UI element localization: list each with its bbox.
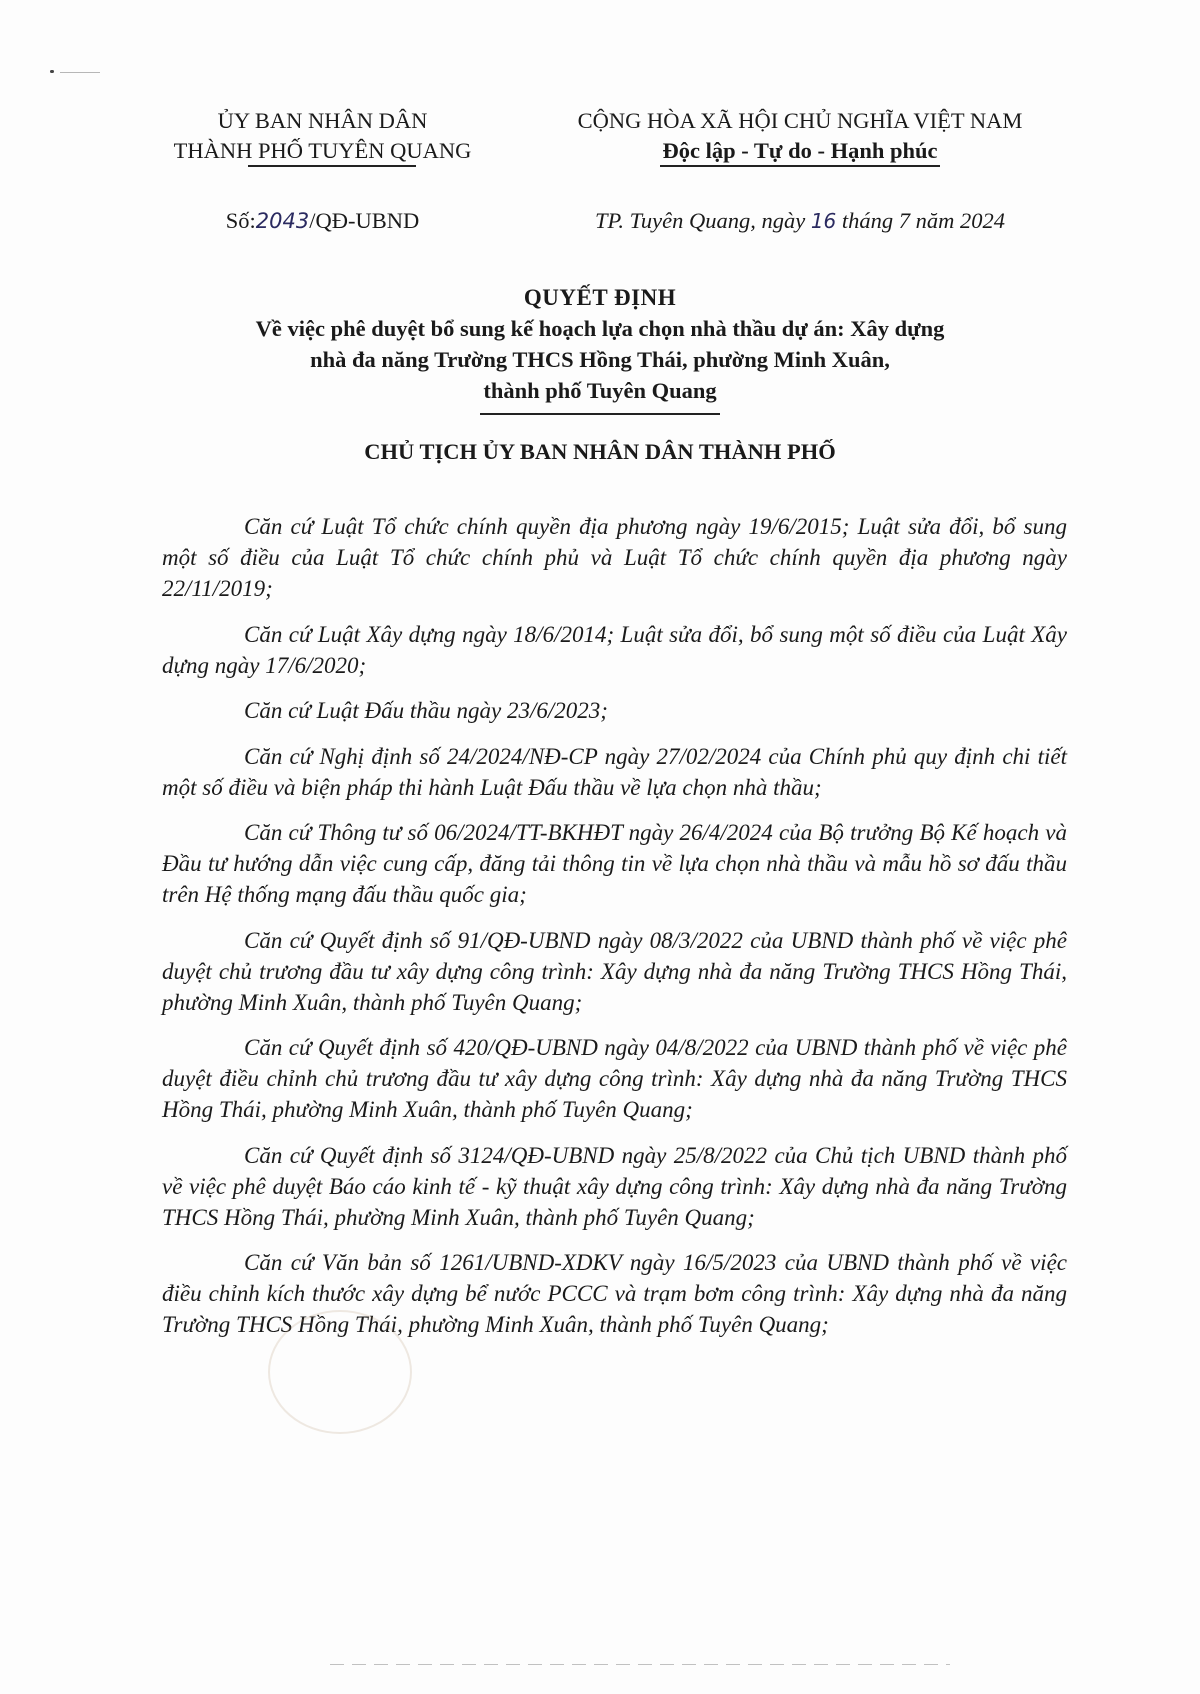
scan-speck — [50, 70, 54, 73]
agency-underline — [248, 165, 416, 167]
agency-line-2: THÀNH PHỐ TUYÊN QUANG — [173, 138, 472, 163]
legal-basis-6: Căn cứ Quyết định số 91/QĐ-UBND ngày 08/3/2022 của UBND thành phố về việc phê duyệt chủ trương đầu tư xây dựng công trình: Xây dựng nhà đa năng Trường THCS Hồng Thái, phường Minh Xuân, thành phố Tuyên Quang; — [162, 927, 1067, 1015]
issuer-heading: CHỦ TỊCH ỦY BAN NHÂN DÂN THÀNH PHỐ — [364, 439, 836, 464]
agency-line-1: ỦY BAN NHÂN DÂN — [217, 108, 428, 133]
doc-number-suffix: /QĐ-UBND — [309, 208, 420, 233]
legal-basis-5: Căn cứ Thông tư số 06/2024/TT-BKHĐT ngày 26/4/2024 của Bộ trưởng Bộ Kế hoạch và Đầu tư hướng dẫn việc cung cấp, đăng tải thông tin về lựa chọn nhà thầu và mẫu hồ sơ đấu thầu trên Hệ thống mạng đấu thầu quốc gia; — [162, 820, 1067, 907]
faint-seal-impression — [268, 1310, 412, 1434]
document-number — [140, 208, 505, 234]
subject-line-1: Về việc phê duyệt bổ sung kế hoạch lựa chọn nhà thầu dự án: Xây dựng — [255, 316, 945, 341]
scan-footer-line — [330, 1664, 950, 1665]
national-heading — [520, 106, 1080, 166]
doc-number-handwritten: 2043 — [255, 209, 310, 233]
legal-basis-2: Căn cứ Luật Xây dựng ngày 18/6/2014; Luật sửa đổi, bổ sung một số điều của Luật Xây dựng ngày 17/6/2020; — [162, 621, 1067, 678]
subject-line-2: nhà đa năng Trường THCS Hồng Thái, phường Minh Xuân, — [310, 347, 890, 372]
legal-bases — [162, 511, 1067, 1355]
doc-number-prefix: Số: — [225, 208, 256, 233]
legal-basis-3: Căn cứ Luật Đấu thầu ngày 23/6/2023; — [244, 698, 608, 723]
document-type: QUYẾT ĐỊNH — [523, 285, 677, 310]
motto-underline — [660, 165, 940, 167]
issuing-agency — [140, 106, 505, 166]
date-line — [520, 208, 1080, 234]
date-day-handwritten: 16 — [810, 209, 837, 233]
legal-basis-8: Căn cứ Quyết định số 3124/QĐ-UBND ngày 25/8/2022 của Chủ tịch UBND thành phố về việc phê duyệt Báo cáo kinh tế - kỹ thuật xây dựng công trình: Xây dựng nhà đa năng Trường THCS Hồng Thái, phường Minh Xuân, thành phố Tuyên Quang; — [162, 1142, 1067, 1230]
national-motto: Độc lập - Tự do - Hạnh phúc — [662, 138, 938, 163]
decision-title — [100, 282, 1100, 406]
scan-mark — [60, 72, 100, 73]
date-prefix: TP. Tuyên Quang, ngày — [594, 208, 811, 233]
legal-basis-1: Căn cứ Luật Tổ chức chính quyền địa phương ngày 19/6/2015; Luật sửa đổi, bổ sung một số điều của Luật Tổ chức chính phủ và Luật Tổ chức chính quyền địa phương ngày 22/11/2019; — [162, 514, 1067, 601]
subject-line-3: thành phố Tuyên Quang — [483, 378, 717, 403]
legal-basis-9: Căn cứ Văn bản số 1261/UBND-XDKV ngày 16/5/2023 của UBND thành phố về việc điều chỉnh kích thước xây dựng bể nước PCCC và trạm bơm công trình: Xây dựng nhà đa năng Trường THCS Hồng Thái, phường Minh Xuân, thành phố Tuyên Quang; — [162, 1250, 1067, 1337]
nation-line-1: CỘNG HÒA XÃ HỘI CHỦ NGHĨA VIỆT NAM — [577, 108, 1023, 133]
legal-basis-4: Căn cứ Nghị định số 24/2024/NĐ-CP ngày 27/02/2024 của Chính phủ quy định chi tiết một số điều và biện pháp thi hành Luật Đấu thầu về lựa chọn nhà thầu; — [162, 743, 1067, 800]
date-suffix: tháng 7 năm 2024 — [836, 208, 1006, 233]
legal-basis-7: Căn cứ Quyết định số 420/QĐ-UBND ngày 04/8/2022 của UBND thành phố về việc phê duyệt điều chỉnh chủ trương đầu tư xây dựng công trình: Xây dựng nhà đa năng Trường THCS Hồng Thái, phường Minh Xuân, thành phố Tuyên Quang; — [162, 1035, 1067, 1122]
title-underline — [480, 413, 720, 415]
